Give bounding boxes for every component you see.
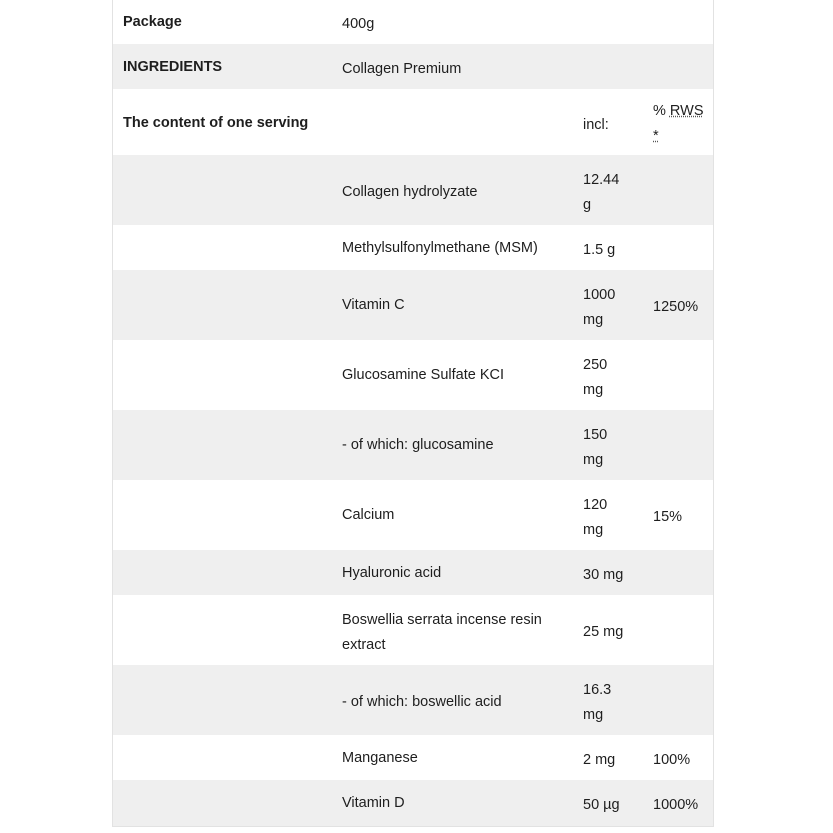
incl-header: incl: [583, 117, 609, 133]
package-label: Package [123, 14, 182, 30]
ingredient-name-line: extract [342, 637, 386, 653]
package-row [113, 0, 713, 44]
amount-value: 120 [583, 497, 608, 513]
table-row [113, 270, 713, 340]
ingredient-name: Hyaluronic acid [342, 565, 442, 581]
amount-unit: mg [583, 312, 604, 328]
rws-footnote-star[interactable]: * [653, 128, 659, 144]
ingredient-name: Glucosamine Sulfate KCI [342, 367, 504, 383]
ingredient-amount [583, 353, 639, 403]
ingredient-amount [583, 493, 639, 543]
ingredient-name-line: Boswellia serrata incense resin [342, 612, 542, 628]
rws-abbreviation[interactable]: RWS [669, 103, 704, 119]
package-value: 400g [342, 16, 375, 32]
amount-unit: mg [583, 707, 604, 723]
serving-label: The content of one serving [123, 115, 309, 131]
amount-unit: mg [583, 382, 604, 398]
ingredient-amount [583, 678, 639, 728]
table-row [113, 155, 713, 225]
amount-value: 1000 [583, 287, 616, 303]
amount-value: 16.3 [583, 682, 612, 698]
amount-unit: g [583, 197, 592, 213]
amount-value: 12.44 [583, 172, 620, 188]
ingredient-name [342, 608, 572, 658]
table-row [113, 735, 713, 780]
rws-header [653, 99, 709, 149]
ingredient-name: Vitamin D [342, 795, 405, 811]
ingredient-amount: 25 mg [583, 624, 624, 640]
serving-header-row [113, 89, 713, 155]
ingredient-rws: 1250% [653, 299, 699, 315]
table-row [113, 340, 713, 410]
ingredient-rws: 100% [653, 752, 691, 768]
amount-unit: mg [583, 522, 604, 538]
ingredient-name: Collagen hydrolyzate [342, 184, 478, 200]
ingredient-name: - of which: boswellic acid [342, 694, 502, 710]
table-row [113, 595, 713, 665]
ingredient-amount [583, 423, 639, 473]
ingredient-amount: 50 µg [583, 797, 620, 813]
table-row [113, 225, 713, 270]
table-row [113, 480, 713, 550]
table-row [113, 410, 713, 480]
ingredient-name: Vitamin C [342, 297, 405, 313]
amount-value: 150 [583, 427, 608, 443]
ingredients-label: INGREDIENTS [123, 59, 223, 75]
ingredient-name: Calcium [342, 507, 395, 523]
nutrition-table [112, 0, 714, 827]
ingredient-amount [583, 168, 639, 218]
ingredient-amount: 2 mg [583, 752, 616, 768]
amount-unit: mg [583, 452, 604, 468]
ingredient-amount: 30 mg [583, 567, 624, 583]
ingredient-amount [583, 283, 639, 333]
table-row [113, 665, 713, 735]
ingredient-name: Manganese [342, 750, 418, 766]
ingredient-rws: 1000% [653, 797, 699, 813]
amount-value: 250 [583, 357, 608, 373]
ingredients-value: Collagen Premium [342, 61, 462, 77]
ingredient-name: - of which: glucosamine [342, 437, 494, 453]
ingredient-amount: 1.5 g [583, 242, 616, 258]
ingredients-row [113, 44, 713, 89]
rws-percent: % [653, 103, 670, 119]
table-row [113, 550, 713, 595]
ingredient-rws: 15% [653, 509, 683, 525]
table-row [113, 780, 713, 826]
ingredient-name: Methylsulfonylmethane (MSM) [342, 240, 538, 256]
